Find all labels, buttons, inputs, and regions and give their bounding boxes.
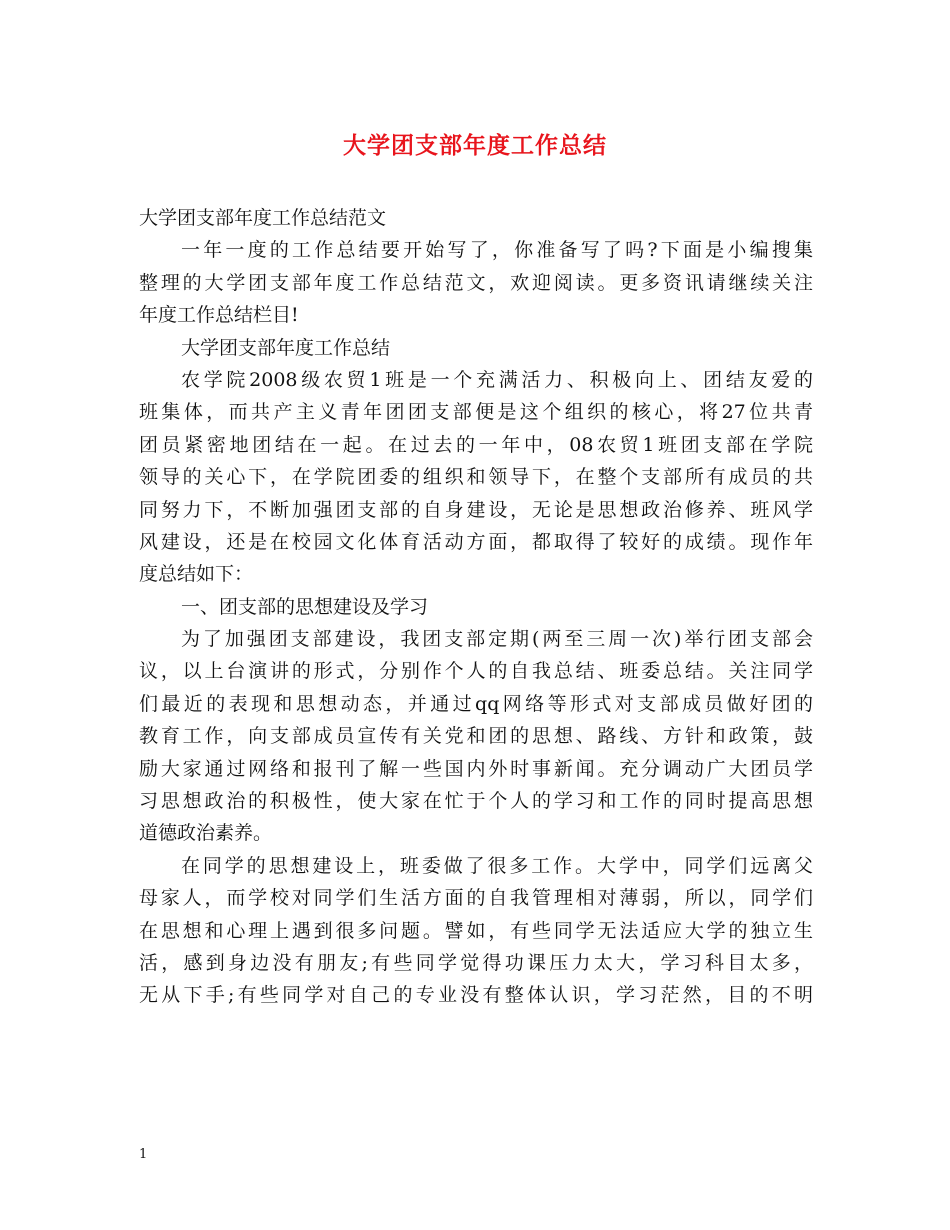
body-line: 励大家通过网络和报刊了解一些国内外时事新闻。充分调动广大团员学	[139, 757, 813, 780]
section-heading: 大学团支部年度工作总结	[181, 336, 391, 359]
body-line: 风建设，还是在校园文化体育活动方面，都取得了较好的成绩。现作年	[139, 530, 813, 553]
body-line: 习思想政治的积极性，使大家在忙于个人的学习和工作的同时提高思想	[139, 790, 813, 813]
body-line: 无从下手;有些同学对自己的专业没有整体认识，学习茫然，目的不明	[139, 984, 813, 1007]
section-heading: 一、团支部的思想建设及学习	[181, 595, 429, 618]
body-line: 议，以上台演讲的形式，分别作个人的自我总结、班委总结。关注同学	[139, 660, 813, 683]
body-line: 教育工作，向支部成员宣传有关党和团的思想、路线、方针和政策，鼓	[139, 725, 813, 748]
body-line: 为了加强团支部建设，我团支部定期(两至三周一次)举行团支部会	[181, 628, 813, 651]
body-line: 们最近的表现和思想动态，并通过qq网络等形式对支部成员做好团的	[139, 692, 813, 715]
subtitle-line: 大学团支部年度工作总结范文	[139, 207, 387, 229]
body-line: 农学院2008级农贸1班是一个充满活力、积极向上、团结友爱的	[181, 368, 813, 391]
document-title: 大学团支部年度工作总结	[343, 133, 607, 159]
body-line: 年度工作总结栏目!	[139, 304, 299, 327]
body-line: 道德政治素养。	[139, 822, 273, 845]
body-line: 整理的大学团支部年度工作总结范文，欢迎阅读。更多资讯请继续关注	[139, 271, 813, 294]
body-line: 同努力下，不断加强团支部的自身建设，无论是思想政治修养、班风学	[139, 498, 813, 521]
body-line: 在思想和心理上遇到很多问题。譬如，有些同学无法适应大学的独立生	[139, 919, 813, 942]
document-body	[139, 202, 813, 1012]
body-line: 班集体，而共产主义青年团团支部便是这个组织的核心，将27位共青	[139, 401, 813, 424]
body-line: 领导的关心下，在学院团委的组织和领导下，在整个支部所有成员的共	[139, 466, 813, 489]
body-line: 团员紧密地团结在一起。在过去的一年中，08农贸1班团支部在学院	[139, 433, 813, 456]
body-line: 母家人，而学校对同学们生活方面的自我管理相对薄弱，所以，同学们	[139, 887, 813, 910]
body-line: 一年一度的工作总结要开始写了，你准备写了吗?下面是小编搜集	[181, 239, 813, 262]
body-line: 活，感到身边没有朋友;有些同学觉得功课压力太大，学习科目太多，	[139, 951, 813, 974]
body-line: 在同学的思想建设上，班委做了很多工作。大学中，同学们远离父	[181, 854, 813, 877]
page-number: 1	[139, 1147, 148, 1162]
body-line: 度总结如下：	[139, 563, 254, 586]
